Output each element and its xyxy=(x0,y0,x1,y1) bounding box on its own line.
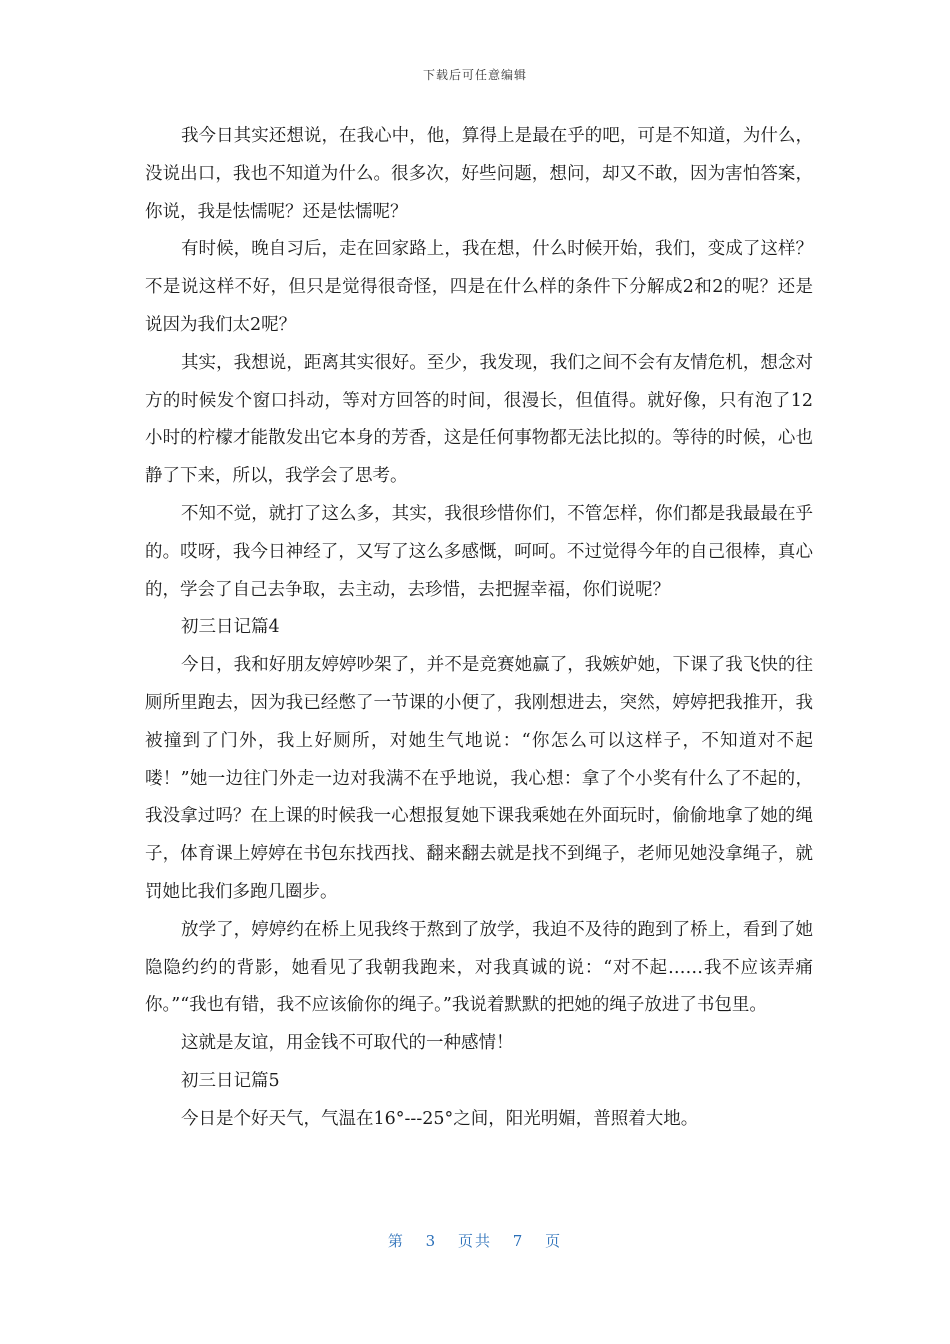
paragraph: 不知不觉，就打了这么多，其实，我很珍惜你们，不管怎样，你们都是我最最在乎的。哎呀，我今日神经了，又写了这么多感慨，呵呵。不过觉得今年的自己很棒，真心的，学会了自己去争取，去主动，去珍惜，去把握幸福，你们说呢？ xyxy=(145,503,813,600)
paragraph: 放学了，婷婷约在桥上见我终于熬到了放学，我迫不及待的跑到了桥上，看到了她隐隐约约的背影，她看见了我朝我跑来，对我真诚的说：“对不起……我不应该弄痛你。”“我也有错，我不应该偷你的绳子。”我说着默默的把她的绳子放进了书包里。 xyxy=(145,919,813,1016)
document-body xyxy=(145,118,813,1139)
paragraph: 今日是个好天气，气温在16°---25°之间，阳光明媚，普照着大地。 xyxy=(181,1108,699,1129)
section-heading: 初三日记篇4 xyxy=(181,617,280,638)
paragraph: 今日，我和好朋友婷婷吵架了，并不是竞赛她赢了，我嫉妒她，下课了我飞快的往厕所里跑去，因为我已经憋了一节课的小便了，我刚想进去，突然，婷婷把我推开，我被撞到了门外，我上好厕所，对她生气地说：“你怎么可以这样子，不知道对不起喽！”她一边往门外走一边对我满不在乎地说，我心想：拿了个小奖有什么了不起的，我没拿过吗？在上课的时候我一心想报复她下课我乘她在外面玩时，偷偷地拿了她的绳子，体育课上婷婷在书包东找西找、翻来翻去就是找不到绳子，老师见她没拿绳子，就罚她比我们多跑几圈步。 xyxy=(145,655,813,902)
section-heading: 初三日记篇5 xyxy=(181,1070,280,1091)
paragraph: 有时候，晚自习后，走在回家路上，我在想，什么时候开始，我们，变成了这样？不是说这样不好，但只是觉得很奇怪，四是在什么样的条件下分解成2和2的呢？还是说因为我们太2呢？ xyxy=(145,239,813,335)
paragraph: 其实，我想说，距离其实很好。至少，我发现，我们之间不会有友情危机，想念对方的时候发个窗口抖动，等对方回答的时间，很漫长，但值得。就好像，只有泡了12小时的柠檬才能散发出它本身的芳香，这是任何事物都无法比拟的。等待的时候，心也静了下来，所以，我学会了思考。 xyxy=(145,352,813,487)
page-header: 下载后可任意编辑 xyxy=(422,68,527,82)
paragraph: 我今日其实还想说，在我心中，他，算得上是最在乎的吧，可是不知道，为什么，没说出口，我也不知道为什么。很多次，好些问题，想问，却又不敢，因为害怕答案，你说，我是怯懦呢？还是怯懦呢？ xyxy=(145,126,813,222)
paragraph: 这就是友谊，用金钱不可取代的一种感情！ xyxy=(181,1033,514,1054)
page-footer: 第 3 页共 7 页 xyxy=(387,1232,563,1250)
